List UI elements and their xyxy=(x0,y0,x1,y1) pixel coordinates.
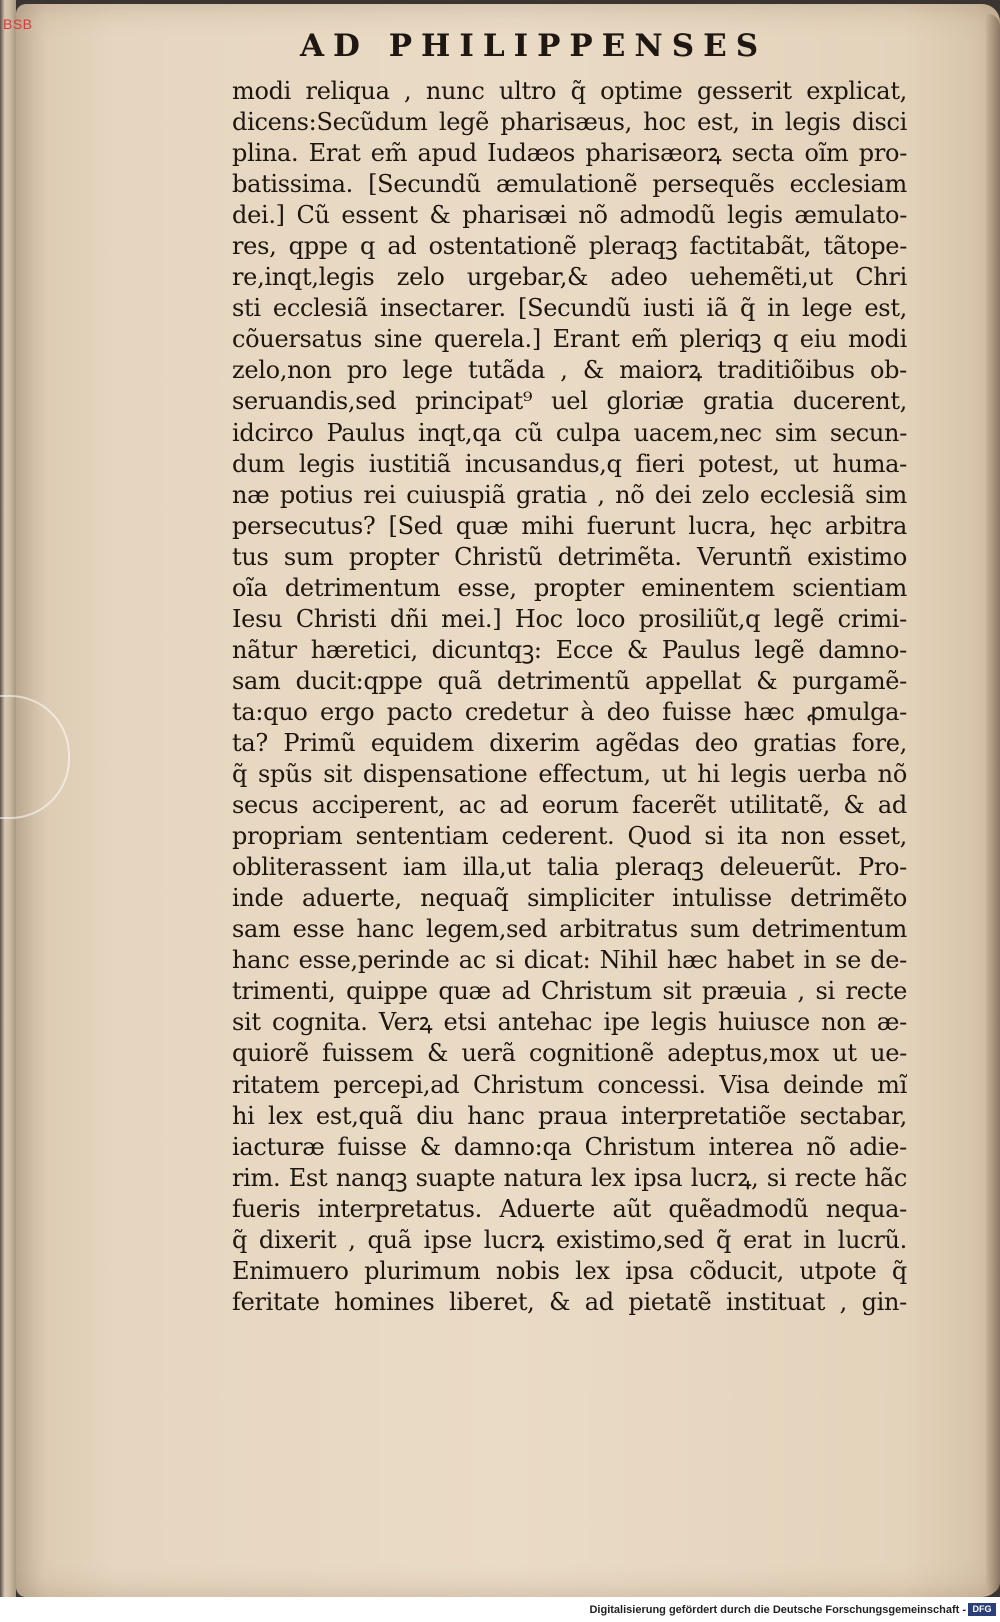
body-text xyxy=(232,76,907,1318)
text-line: iacturæ fuisse & damno:qa Christum interea nõ adie- xyxy=(232,1132,907,1161)
running-head: AD PHILIPPENSES xyxy=(300,28,768,64)
text-line: dei.] Cũ essent & pharisæi nõ admodũ legis æmulato- xyxy=(232,201,907,230)
dfg-logo: DFG xyxy=(968,1603,996,1616)
text-line: zelo,non pro lege tutãda , & maiorꝝ traditiõibus ob- xyxy=(232,356,907,385)
text-line: sam esse hanc legem,sed arbitratus sum detrimentum xyxy=(232,915,907,944)
text-line: secus acciperent, ac ad eorum facerẽt utilitatẽ, & ad xyxy=(232,791,907,820)
text-line: re,inqt,legis zelo urgebar,& adeo uehemẽti,ut Chri xyxy=(232,263,907,292)
text-line: dum legis iustitiã incusandus,q fieri potest, ut huma- xyxy=(232,449,907,478)
text-line: propriam sententiam cederent. Quod si ita non esset, xyxy=(232,822,907,851)
text-line: feritate homines liberet, & ad pietatẽ instituat , gin- xyxy=(232,1287,907,1316)
text-line: obliterassent iam illa,ut talia pleraqꝫ deleuerũt. Pro- xyxy=(232,853,907,882)
text-line: ta? Primũ equidem dixerim agẽdas deo gratias fore, xyxy=(232,728,907,757)
text-line: hanc esse,perinde ac si dicat: Nihil hæc habet in se de- xyxy=(232,946,907,975)
text-line: næ potius rei cuiuspiã gratia , nõ dei zelo ecclesiã sim xyxy=(232,480,907,509)
text-line: Enimuero plurimum nobis lex ipsa cõducit, utpote q̃ xyxy=(232,1256,907,1285)
text-line: quiorẽ fuissem & uerã cognitionẽ adeptus,mox ut ue- xyxy=(232,1039,907,1068)
page-fore-edge xyxy=(986,14,1000,1594)
text-line: q̃ spũs sit dispensatione effectum, ut hi legis uerba nõ xyxy=(232,760,907,789)
text-line: inde aduerte, nequaq̃ simpliciter intulisse detrimẽto xyxy=(232,884,907,913)
text-line: ta:quo ergo pacto credetur à deo fuisse hæc ꝓmulga- xyxy=(232,697,907,726)
library-stamp: BSB xyxy=(3,16,33,32)
text-line: seruandis,sed principat⁹ uel gloriæ gratia ducerent, xyxy=(232,387,907,416)
text-line: sam ducit:qppe quã detrimentũ appellat & purgamẽ- xyxy=(232,666,907,695)
text-line: rim. Est nanqꝫ suapte natura lex ipsa lucrꝝ, si recte hãc xyxy=(232,1163,907,1192)
text-line: persecutus? [Sed quæ mihi fuerunt lucra, hęc arbitra xyxy=(232,511,907,540)
text-line: sit cognita. Verꝝ etsi antehac ipe legis huiusce non æ- xyxy=(232,1008,907,1037)
text-line: fueris interpretatus. Aduerte aũt quẽadmodũ nequa- xyxy=(232,1194,907,1223)
text-line: idcirco Paulus inqt,qa cũ culpa uacem,nec sim secun- xyxy=(232,418,907,447)
text-line: q̃ dixerit , quã ipse lucrꝝ existimo,sed q̃ erat in lucrũ. xyxy=(232,1225,907,1254)
text-line: hi lex est,quã diu hanc praua interpretatiõe sectabar, xyxy=(232,1101,907,1130)
text-line: Iesu Christi dñi mei.] Hoc loco prosiliũt,q legẽ crimi- xyxy=(232,604,907,633)
funding-credit: Digitalisierung gefördert durch die Deutsche Forschungsgemeinschaft - xyxy=(589,1604,966,1616)
text-line: cõuersatus sine querela.] Erant em̃ pleriqꝫ q eiu modi xyxy=(232,325,907,354)
text-line: oĩa detrimentum esse, propter eminentem scientiam xyxy=(232,573,907,602)
text-line: plina. Erat em̃ apud Iudæos pharisæorꝝ secta oĩm pro- xyxy=(232,139,907,168)
text-line: trimenti, quippe quæ ad Christum sit præuia , si recte xyxy=(232,977,907,1006)
text-line: tus sum propter Christũ detrimẽta. Veruntñ existimo xyxy=(232,542,907,571)
text-line: ritatem percepi,ad Christum concessi. Visa deinde mĩ xyxy=(232,1070,907,1099)
text-line: res, qppe q ad ostentationẽ pleraqꝫ factitabãt, tãtope- xyxy=(232,232,907,261)
text-line: modi reliqua , nunc ultro q̃ optime gesserit explicat, xyxy=(232,77,907,105)
text-line: batissima. [Secundũ æmulationẽ persequẽs ecclesiam xyxy=(232,170,907,199)
text-line: dicens:Secũdum legẽ pharisæus, hoc est, in legis disci xyxy=(232,108,907,137)
text-line: sti ecclesiã insectarer. [Secundũ iusti iã q̃ in lege est, xyxy=(232,294,907,323)
text-line: nãtur hæretici, dicuntqꝫ: Ecce & Paulus legẽ damno- xyxy=(232,635,907,664)
digitization-footer xyxy=(0,1597,1000,1622)
